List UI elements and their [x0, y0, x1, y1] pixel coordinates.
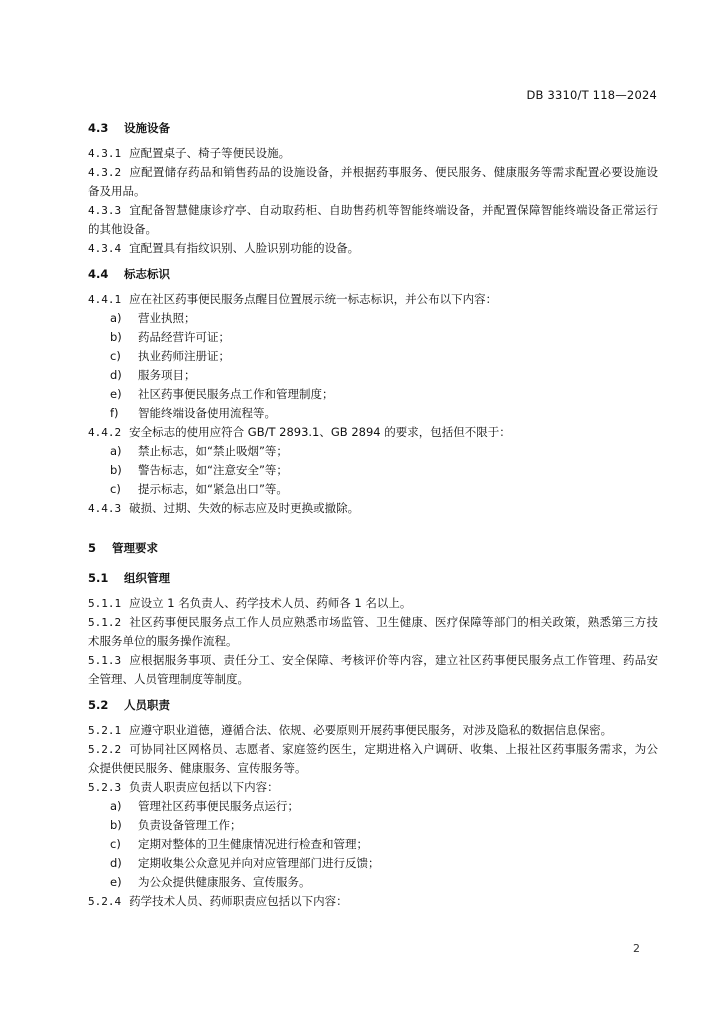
clause-4-3-3 [88, 201, 658, 239]
clause-5-2-4 [88, 892, 658, 911]
list-marker: a) [110, 444, 122, 458]
clause-text: 负责人职责应包括以下内容： [129, 780, 279, 794]
list-item [88, 854, 658, 873]
clause-number: 5.1.1 [88, 597, 122, 610]
list-item [88, 816, 658, 835]
clause-5-2-3 [88, 778, 658, 797]
clause-text: 可协同社区网格员、志愿者、家庭签约医生，定期进格入户调研、收集、上报社区药事服务需求，为公众提供便民服务、健康服务、宣传服务等。 [88, 742, 658, 775]
list-item [88, 366, 658, 385]
section-number: 5.2 [88, 698, 109, 712]
section-number: 4.4 [88, 267, 109, 281]
clause-number: 4.4.2 [88, 426, 122, 439]
clause-number: 5.2.1 [88, 724, 122, 737]
clause-text: 应设立 1 名负责人、药学技术人员、药师各 1 名以上。 [129, 596, 412, 610]
clause-number: 5.1.3 [88, 654, 122, 667]
list-text: 定期对整体的卫生健康情况进行检查和管理； [138, 837, 368, 851]
list-text: 执业药师注册证； [138, 349, 230, 363]
clause-text: 破损、过期、失效的标志应及时更换或撤除。 [129, 501, 360, 515]
document-body [88, 118, 658, 911]
clause-text: 应在社区药事便民服务点醒目位置展示统一标志标识，并公布以下内容： [129, 292, 498, 306]
list-marker: a) [110, 799, 122, 813]
clause-text: 应遵守职业道德，遵循合法、依规、必要原则开展药事便民服务，对涉及隐私的数据信息保密。 [129, 723, 613, 737]
section-heading-5-2 [88, 695, 658, 715]
list-marker: e) [110, 875, 122, 889]
clause-number: 5.2.2 [88, 743, 122, 756]
list-text: 警告标志，如“注意安全”等； [138, 463, 288, 477]
list-text: 管理社区药事便民服务点运行； [138, 799, 299, 813]
list-item [88, 309, 658, 328]
chapter-title: 管理要求 [112, 541, 159, 555]
page-number: 2 [633, 942, 640, 955]
list-text: 服务项目； [138, 368, 196, 382]
section-heading-5-1 [88, 568, 658, 588]
list-text: 社区药事便民服务点工作和管理制度； [138, 387, 334, 401]
chapter-number: 5 [88, 541, 97, 555]
chapter-heading-5 [88, 538, 658, 558]
clause-number: 4.3.4 [88, 242, 122, 255]
list-text: 为公众提供健康服务、宣传服务。 [138, 875, 311, 889]
list-item [88, 480, 658, 499]
clause-number: 4.4.3 [88, 502, 122, 515]
clause-4-3-4 [88, 239, 658, 258]
clause-number: 5.2.4 [88, 895, 122, 908]
list-item [88, 442, 658, 461]
section-number: 5.1 [88, 571, 109, 585]
clause-4-3-2 [88, 163, 658, 201]
list-marker: c) [110, 482, 121, 496]
clause-text: 药学技术人员、药师职责应包括以下内容： [129, 894, 348, 908]
list-text: 提示标志，如“紧急出口”等。 [138, 482, 288, 496]
list-text: 营业执照； [138, 311, 196, 325]
list-item [88, 797, 658, 816]
list-marker: b) [110, 330, 122, 344]
clause-5-1-2 [88, 613, 658, 651]
clause-text: 社区药事便民服务点工作人员应熟悉市场监管、卫生健康、医疗保障等部门的相关政策，熟悉第三方技术服务单位的服务操作流程。 [88, 615, 658, 648]
clause-4-4-1 [88, 290, 658, 309]
list-marker: b) [110, 463, 122, 477]
document-code: DB 3310/T 118—2024 [526, 88, 657, 102]
clause-text: 宜配置具有指纹识别、人脸识别功能的设备。 [129, 241, 360, 255]
list-item [88, 404, 658, 423]
list-marker: c) [110, 837, 121, 851]
list-text: 负责设备管理工作； [138, 818, 242, 832]
list-marker: e) [110, 387, 122, 401]
section-title: 标志标识 [124, 267, 171, 281]
list-text: 药品经营许可证； [138, 330, 230, 344]
list-text: 智能终端设备使用流程等。 [138, 406, 276, 420]
section-heading-4-4 [88, 264, 658, 284]
clause-number: 4.3.3 [88, 204, 122, 217]
clause-text: 应配置储存药品和销售药品的设施设备，并根据药事服务、便民服务、健康服务等需求配置必要设施设备及用品。 [88, 165, 658, 198]
clause-text: 应配置桌子、椅子等便民设施。 [129, 146, 291, 160]
list-marker: d) [110, 856, 122, 870]
list-item [88, 385, 658, 404]
section-heading-4-3 [88, 118, 658, 138]
list-text: 定期收集公众意见并向对应管理部门进行反馈； [138, 856, 380, 870]
list-item [88, 873, 658, 892]
clause-4-4-3 [88, 499, 658, 518]
list-marker: c) [110, 349, 121, 363]
clause-5-1-1 [88, 594, 658, 613]
clause-5-1-3 [88, 651, 658, 689]
clause-number: 4.3.1 [88, 147, 122, 160]
clause-4-4-2 [88, 423, 658, 442]
list-marker: a) [110, 311, 122, 325]
list-item [88, 328, 658, 347]
clause-number: 5.1.2 [88, 616, 122, 629]
section-title: 设施设备 [124, 121, 171, 135]
list-marker: f) [110, 406, 119, 420]
section-number: 4.3 [88, 121, 109, 135]
list-item [88, 347, 658, 366]
clause-number: 4.4.1 [88, 293, 122, 306]
list-marker: d) [110, 368, 122, 382]
clause-number: 4.3.2 [88, 166, 122, 179]
list-text: 禁止标志，如“禁止吸烟”等； [138, 444, 288, 458]
list-item [88, 461, 658, 480]
clause-5-2-1 [88, 721, 658, 740]
clause-text: 安全标志的使用应符合 GB/T 2893.1、GB 2894 的要求，包括但不限于： [129, 425, 511, 439]
section-title: 组织管理 [124, 571, 171, 585]
clause-text: 宜配备智慧健康诊疗亭、自动取药柜、自助售药机等智能终端设备，并配置保障智能终端设备正常运行的其他设备。 [88, 203, 658, 236]
clause-number: 5.2.3 [88, 781, 122, 794]
clause-4-3-1 [88, 144, 658, 163]
section-title: 人员职责 [124, 698, 171, 712]
clause-5-2-2 [88, 740, 658, 778]
list-marker: b) [110, 818, 122, 832]
clause-text: 应根据服务事项、责任分工、安全保障、考核评价等内容，建立社区药事便民服务点工作管理、药品安全管理、人员管理制度等制度。 [88, 653, 658, 686]
list-item [88, 835, 658, 854]
